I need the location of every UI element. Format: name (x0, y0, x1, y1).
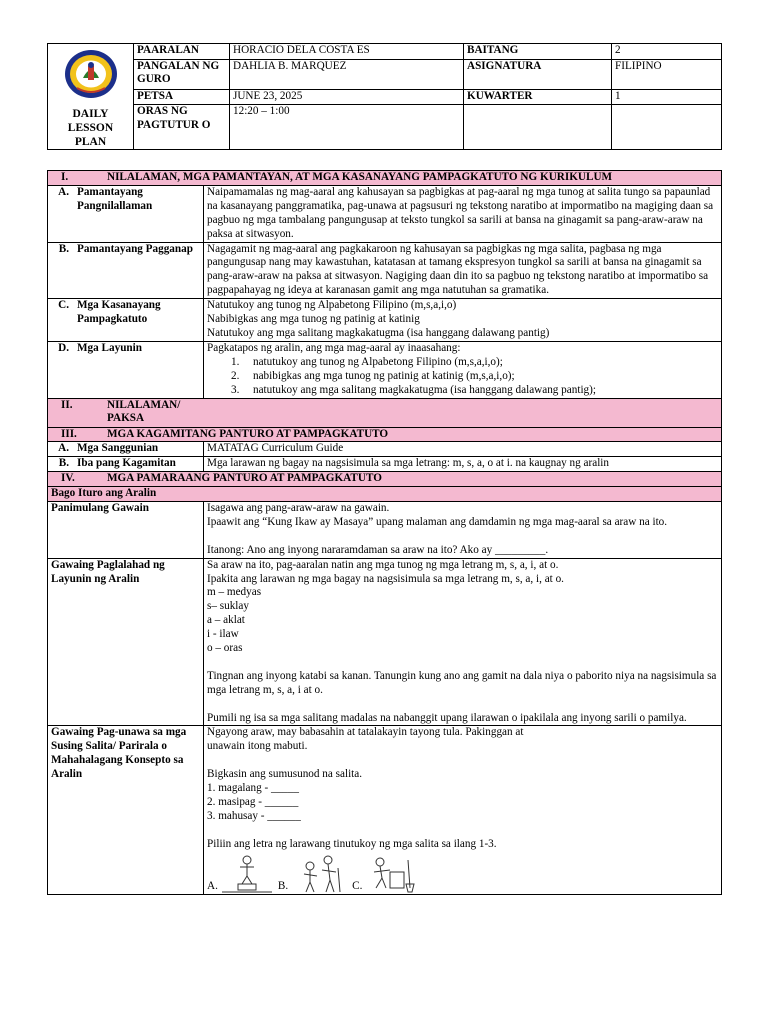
paglalahad-line: Ipakita ang larawan ng mga bagay na nagsisimula sa mga letrang m, s, a, i, at o. (207, 572, 564, 585)
section-2-header (48, 398, 722, 427)
value-kuwarter: 1 (612, 89, 722, 105)
sanggunian-text: MATATAG Curriculum Guide (204, 442, 722, 457)
label-oras-ng-pagtuturo: ORAS NG PAGTUTUR O (134, 105, 230, 150)
school-seal-icon (63, 48, 119, 100)
lesson-plan-table (47, 170, 722, 895)
paglalahad-line: Tingnan ang inyong katabi sa kanan. Tanungin kung ano ang gamit na dala niya o paborito niya na nagsisimula sa mga letrang m, s, a, i at o. (207, 669, 717, 696)
section-2-number: II. (61, 398, 73, 411)
kasanayan-line: Natutukoy ang mga salitang magkakatugma (isa hanggang dalawang pantig) (207, 326, 550, 339)
sanggunian-label-cell (48, 442, 204, 457)
pag-unawa-line: Bigkasin ang sumusunod na salita. (207, 768, 363, 781)
pag-unawa-line: 1. magalang - _____ (207, 782, 299, 795)
label-kuwarter: KUWARTER (464, 89, 612, 105)
value-petsa: JUNE 23, 2025 (230, 89, 464, 105)
pag-unawa-label: Gawaing Pag-unawa sa mga Susing Salita/ Parirala o Mahahalagang Konsepto sa Aralin (48, 726, 204, 894)
empty-label-cell (464, 105, 612, 150)
kagamitan-label-cell (48, 457, 204, 472)
section-3-title: MGA KAGAMITANG PANTURO AT PAMPAGKATUTO (107, 427, 389, 440)
paglalahad-line: m – medyas (207, 586, 262, 599)
kagamitan-text: Mga larawan ng bagay na nagsisimula sa mga letrang: m, s, a, o at i. na kaugnay ng aralin (204, 457, 722, 472)
row-d-label-cell (48, 341, 204, 398)
section-1-title: NILALAMAN, MGA PAMANTAYAN, AT MGA KASANAYANG PAMPAGKATUTO NG KURIKULUM (107, 171, 613, 183)
panimula-line (207, 530, 718, 544)
label-petsa: PETSA (134, 89, 230, 105)
layunin-item: 1. natutukoy ang tunog ng Alpabetong Filipino (m,s,a,i,o); (231, 355, 503, 368)
paglalahad-line: s– suklay (207, 600, 249, 613)
pag-unawa-line: 2. masipag - ______ (207, 796, 299, 808)
option-c-letter: C. (352, 879, 363, 892)
paglalahad-line: o – oras (207, 642, 243, 655)
paglalahad-line (207, 698, 718, 712)
panimulang-gawain-cell (204, 502, 722, 559)
row-a-letter: A. (58, 185, 69, 198)
kasanayan-line: Nabibigkas ang mga tunog ng patinig at katinig (207, 313, 420, 326)
row-b-letter: B. (58, 242, 69, 255)
paglalahad-label: Gawaing Paglalahad ng Layunin ng Aralin (48, 558, 204, 726)
section-2-title: NILALAMAN/ PAKSA (107, 398, 181, 425)
picture-option-b (278, 854, 348, 894)
panimulang-gawain-label: Panimulang Gawain (48, 502, 204, 559)
kasanayan-line: Natutukoy ang tunog ng Alpabetong Filipino (m,s,a,i,o) (207, 299, 457, 312)
row-b-label: Pamantayang Pagganap (77, 242, 193, 255)
logo-cell (48, 44, 134, 150)
section-1-header (48, 171, 722, 186)
paglalahad-line: a – aklat (207, 614, 245, 627)
label-pangalan-ng-guro: PANGALAN NG GURO (134, 59, 230, 89)
header-table (47, 43, 722, 150)
panimula-line: Itanong: Ano ang inyong nararamdaman sa araw na ito? Ako ay _________. (207, 543, 549, 556)
section-4-title: MGA PAMARAANG PANTURO AT PAMPAGKATUTO (107, 472, 382, 485)
paglalahad-line: i - ilaw (207, 628, 239, 641)
row-d-label: Mga Layunin (77, 341, 142, 354)
pag-unawa-cell (204, 726, 722, 894)
kasanayang-pampagkatuto-cell (204, 299, 722, 342)
sanggunian-label: Mga Sanggunian (77, 442, 159, 455)
picture-option-c (352, 854, 424, 894)
pag-unawa-line: unawain itong mabuti. (207, 740, 308, 753)
picture-options (207, 854, 718, 894)
pamantayang-pagganap-text: Nagagamit ng mag-aaral ang pagkakaroon ng kahusayan sa pagbigkas ng mga salita, pagbasa ng mga pangungusap nang may kawastuhan, katatasan at tamang ekspresyon tungkol sa sarili at bansa na ginagamit sa pang-araw-araw na paksa at sitwasyon. Nagiging daan din ito sa pagbuo ng tekstong naratibo at impormatibo sa pagpapahayag ng ideya at karanasan gamit ang mga natutuhan sa gramatika. (204, 242, 722, 299)
pag-unawa-line: Piliin ang letra ng larawang tinutukoy ng mga salita sa ilang 1-3. (207, 837, 497, 850)
child-doing-chores-icon (364, 854, 424, 894)
row-c-letter: C. (58, 299, 69, 312)
layunin-intro: Pagkatapos ng aralin, ang mga mag-aaral ay inaasahang: (207, 341, 461, 354)
value-baitang: 2 (612, 44, 722, 60)
row-c-label-cell (48, 299, 204, 342)
paglalahad-line: Sa araw na ito, pag-aaralan natin ang mga tunog ng mga letrang m, s, a, i, at o. (207, 558, 559, 571)
row-b-label-cell (48, 242, 204, 299)
picture-option-a (207, 854, 274, 894)
pag-unawa-line: Ngayong araw, may babasahin at tatalakayin tayong tula. Pakinggan at (207, 726, 524, 739)
label-paaralan: PAARALAN (134, 44, 230, 60)
section-4-header (48, 472, 722, 487)
sanggunian-letter: A. (58, 442, 69, 455)
value-asignatura: FILIPINO (612, 59, 722, 89)
mga-layunin-cell (204, 341, 722, 398)
section-3-number: III. (61, 427, 77, 440)
kagamitan-label: Iba pang Kagamitan (77, 457, 176, 470)
bago-ituro-header: Bago Ituro ang Aralin (48, 487, 722, 502)
pag-unawa-line (207, 754, 718, 768)
empty-value-cell (612, 105, 722, 150)
row-a-label-cell (48, 185, 204, 242)
panimula-line: Ipaawit ang “Kung Ikaw ay Masaya” upang malaman ang damdamin ng mga mag-aaral sa araw na ito. (207, 515, 668, 528)
child-with-elder-icon (290, 854, 348, 894)
row-a-label: Pamantayang Pangnilallaman (77, 185, 153, 212)
paglalahad-line (207, 656, 718, 670)
option-a-letter: A. (207, 879, 218, 892)
option-b-letter: B. (277, 879, 289, 892)
pamantayang-pangnilalaman-text: Naipamamalas ng mag-aaral ang kahusayan sa pagbigkas at pag-aaral ng mga tunog at salita tungo sa papaunlad na kasanayang panggramatika, pag-unawa at pagsusuri ng tekstong naratibo at impormatibo na magiging daan sa pagbuo ng mga tambalang pangungusap at teksto tungkol sa sarili at bansa na ginagamit sa pang-araw-araw na paksa at sitwasyon. (204, 185, 722, 242)
pag-unawa-line: 3. mahusay - ______ (207, 809, 301, 822)
label-baitang: BAITANG (464, 44, 612, 60)
section-1-number: I. (61, 171, 69, 183)
paglalahad-cell (204, 558, 722, 726)
row-d-letter: D. (58, 341, 69, 354)
paglalahad-line: Pumili ng isa sa mga salitang madalas na nabanggit upang ilarawan o ipakilala ang inyong sarili o pamilya. (207, 711, 687, 724)
row-c-label: Mga Kasanayang Pampagkatuto (77, 299, 161, 326)
daily-lesson-plan-title: DAILY LESSON PLAN (67, 107, 114, 148)
layunin-item: 3. natutukoy ang mga salitang magkakatugma (isa hanggang dalawang pantig); (231, 383, 596, 396)
panimula-line: Isagawa ang pang-araw-araw na gawain. (207, 502, 390, 515)
label-asignatura: ASIGNATURA (464, 59, 612, 89)
pag-unawa-line (207, 824, 718, 838)
child-on-podium-icon (220, 854, 274, 894)
section-4-number: IV. (61, 472, 75, 485)
layunin-item: 2. nabibigkas ang mga tunog ng patinig at katinig (m,s,a,i,o); (231, 369, 515, 382)
value-pangalan-ng-guro: DAHLIA B. MARQUEZ (230, 59, 464, 89)
value-paaralan: HORACIO DELA COSTA ES (230, 44, 464, 60)
kagamitan-letter: B. (58, 457, 69, 470)
section-3-header (48, 427, 722, 442)
value-oras-ng-pagtuturo: 12:20 – 1:00 (230, 105, 464, 150)
